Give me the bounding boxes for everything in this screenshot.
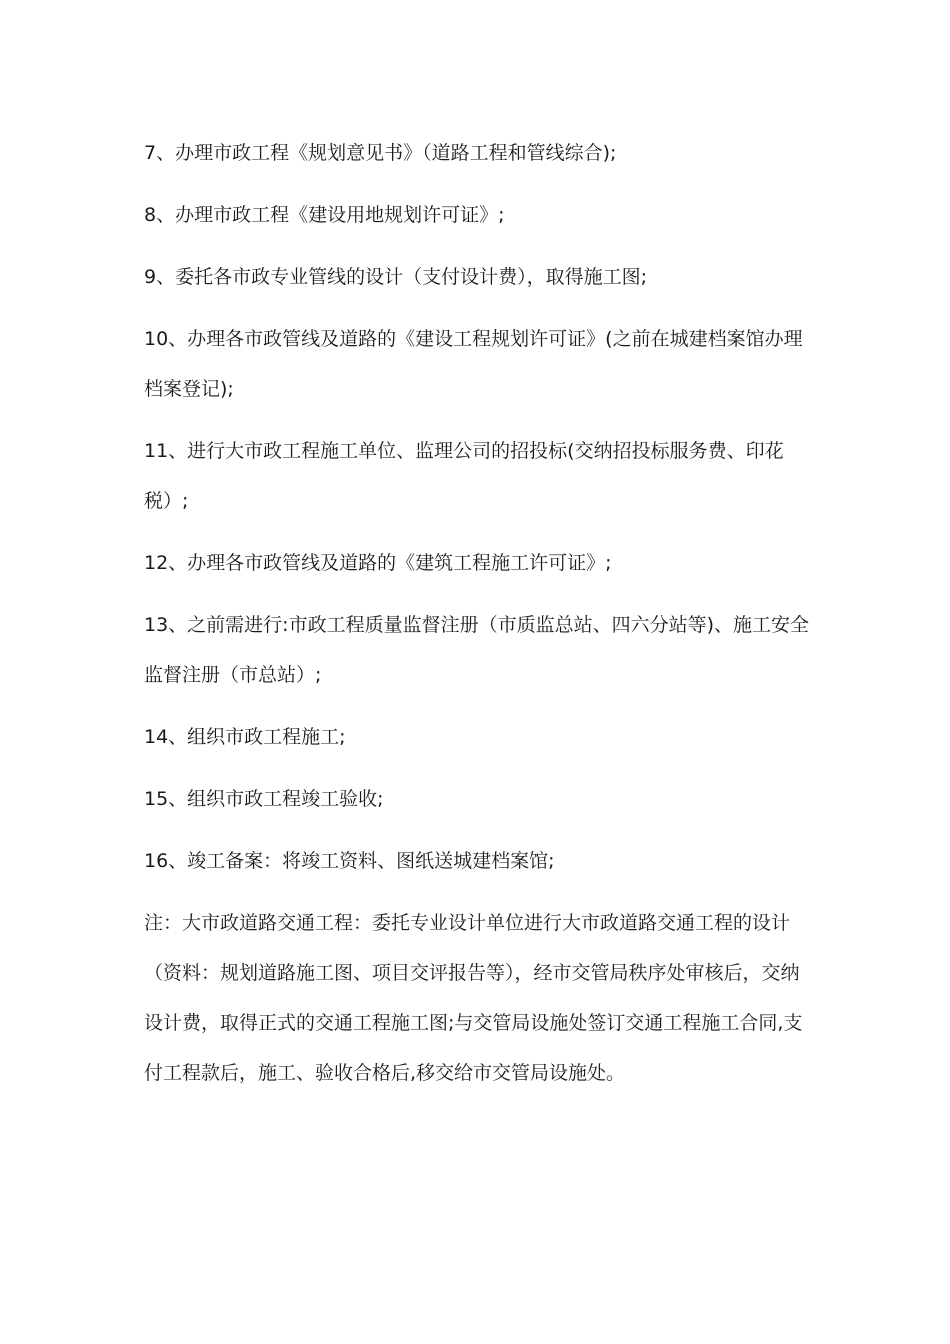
list-item-13: 13、之前需进行:市政工程质量监督注册（市质监总站、四六分站等)、施工安全监督注册（市总站）; bbox=[144, 614, 809, 686]
list-item-9: 9、委托各市政专业管线的设计（支付设计费），取得施工图; bbox=[144, 266, 647, 288]
document-body bbox=[144, 128, 810, 1110]
list-item-7: 7、办理市政工程《规划意见书》（道路工程和管线综合); bbox=[144, 142, 617, 164]
list-item-11: 11、进行大市政工程施工单位、监理公司的招投标(交纳招投标服务费、印花税）; bbox=[144, 440, 784, 512]
list-item-14: 14、组织市政工程施工; bbox=[144, 726, 346, 748]
list-item-10: 10、办理各市政管线及道路的《建设工程规划许可证》(之前在城建档案馆办理档案登记); bbox=[144, 328, 803, 400]
list-item-12: 12、办理各市政管线及道路的《建筑工程施工许可证》; bbox=[144, 552, 612, 574]
list-item-16: 16、竣工备案：将竣工资料、图纸送城建档案馆; bbox=[144, 850, 555, 872]
note-paragraph: 注：大市政道路交通工程：委托专业设计单位进行大市政道路交通工程的设计（资料：规划道路施工图、项目交评报告等），经市交管局秩序处审核后，交纳设计费，取得正式的交通工程施工图;与交管局设施处签订交通工程施工合同,支付工程款后，施工、验收合格后,移交给市交管局设施处。 bbox=[144, 912, 803, 1084]
list-item-8: 8、办理市政工程《建设用地规划许可证》; bbox=[144, 204, 505, 226]
list-item-15: 15、组织市政工程竣工验收; bbox=[144, 788, 384, 810]
